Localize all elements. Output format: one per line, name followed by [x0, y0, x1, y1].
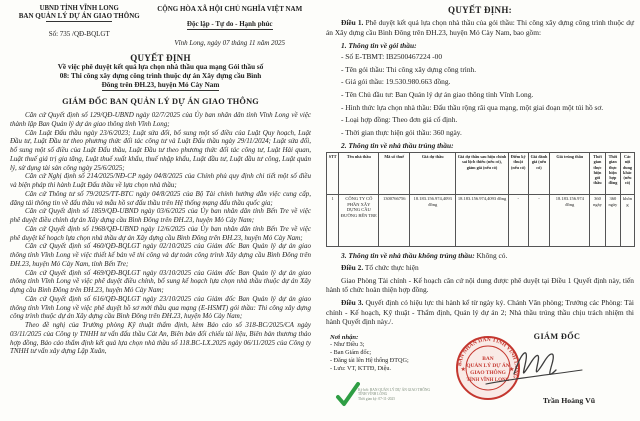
recital-paragraph: Căn cứ Quyết định số 1859/QĐ-UBND ngày 03/6/2025 của Ủy ban nhân dân tỉnh Bến Tre về việc phê duyệt điều chỉnh dự án Xây dựng cầu Bình Đông trên ĐH.23, huyện Mỏ Cày Nam;: [10, 207, 311, 224]
article-3-text: Quyết định có hiệu lực thi hành kể từ ngày ký. Chánh Văn phòng; Trưởng các Phòng: Tài chính - Kế hoạch, Kỹ thuật - Thẩm định, Quản lý dự án 2; Nhà thầu trúng thầu chịu trách nhiệm thi hành Quyết định này./.: [326, 297, 634, 327]
package-info-line: - Hình thức lựa chọn nhà thầu: Đấu thầu rộng rãi qua mạng, một giai đoạn một túi hồ sơ.: [341, 102, 604, 112]
section-1-heading: 1. Thông tin về gói thầu:: [341, 41, 417, 51]
table-cell-other: không: [621, 195, 635, 247]
national-header-block: [148, 5, 311, 47]
table-cell-adjusted-price: 18.183.156.974,4093 đồng: [456, 195, 508, 247]
article-1: [326, 18, 634, 37]
package-info-line: - Loại hợp đồng: Theo đơn giá cố định.: [341, 115, 458, 125]
package-info-line: - Giá gói thầu: 19.530.980.663 đồng.: [341, 77, 451, 87]
recital-paragraph: Căn cứ Quyết định số 1968/QĐ-UBND ngày 12/6/2025 của Ủy ban nhân dân tỉnh Bến Tre về việc phê duyệt kế hoạch lựa chọn nhà thầu dự án Xây dựng cầu Bình Đông trên ĐH.23, huyện Mỏ Cày Nam;: [10, 224, 311, 242]
recipient-item: - Đăng tải lên Hệ thống ĐTQG;: [330, 356, 409, 364]
table-header-cell: Thời gian thực hiện hợp đồng: [606, 153, 621, 195]
seal-ring-text: BAN NHÂN DÂN TỈNH VĨNH LONG: [457, 336, 520, 379]
table-header-cell: Giá dự thầu: [410, 153, 456, 195]
place-and-date: Vĩnh Long, ngày 07 tháng 11 năm 2025: [174, 39, 286, 47]
seal-star-right: ★: [509, 366, 515, 373]
article-2-paragraph: Giao Phòng Tài chính - Kế hoạch căn cứ nội dung được phê duyệt tại Điều 1 Quyết định này, tiến hành tổ chức hoàn thiện hợp đồng.: [326, 275, 634, 295]
decision-subject-line2: 08: Thi công xây dựng công trình thuộc dự án Xây dựng cầu Bình: [59, 72, 262, 80]
recital-paragraph: Căn cứ Thông tư số 79/2025/TT-BTC ngày 04/8/2025 của Bộ Tài chính hướng dẫn việc cung cấp, đăng tải thông tin về đấu thầu và mẫu hồ sơ đấu thầu trên Hệ thống mạng đấu thầu quốc gia;: [10, 189, 311, 207]
table-cell-contract-duration: 360 ngày: [606, 195, 621, 247]
article-2-label: Điều 2.: [341, 263, 364, 273]
table-header-cell: Thời gian thực hiện gói thầu: [590, 153, 605, 195]
article-1-label: Điều 1.: [341, 18, 364, 27]
article-3: [326, 298, 634, 327]
seal-line: TỈNH VĨNH LONG: [466, 377, 510, 383]
org-name: BAN QUẢN LÝ DỰ ÁN GIAO THÔNG: [18, 12, 140, 20]
table-header-cell: Mã số thuế: [379, 153, 410, 195]
table-header-cell: Giá dự thầu sau hiệu chỉnh sai lệch thiếu (nếu có), giảm giá (nếu có): [456, 153, 508, 195]
table-cell-tech-score: -: [509, 195, 529, 247]
table-cell-bid-price: 18.183.156.974,4093 đồng: [410, 195, 456, 247]
recipient-item: - Ban Giám đốc;: [330, 348, 372, 356]
article-3-label: Điều 3.: [341, 297, 364, 307]
seal-line: GIAO THÔNG: [470, 369, 506, 376]
issuer-title: GIÁM ĐỐC BAN QUẢN LÝ DỰ ÁN GIAO THÔNG: [62, 97, 259, 106]
table-header-cell: Giá đánh giá (nếu có): [529, 153, 551, 195]
decision-subject-line3: Đông trên ĐH.23, huyện Mỏ Cày Nam: [101, 81, 220, 89]
recipients-heading: Nơi nhận:: [330, 333, 359, 341]
recital-paragraph: Căn Luật Đấu thầu ngày 23/6/2023; Luật sửa đổi, bổ sung một số điều của Luật Quy hoạch, Luật Đầu tư, Luật Đầu tư theo phương thức đối tác công tư và Luật Đấu thầu ngày 29/11/2024; Luật sửa đổi, bổ sung một số điều của Luật Đấu thầu, Luật Đầu tư theo phương thức đối tác công tư, Luật Hải quan, Luật thuế giá trị gia tăng, Luật thuế xuất khẩu, thuế nhập khẩu, Luật đầu tư, Luật đầu tư công, Luật quản lý, sử dụng tài sản công ngày 25/6/2025;: [10, 128, 311, 172]
recipients-block: [330, 334, 409, 373]
table-header-cell: Giá trúng thầu: [550, 153, 590, 195]
article-1-text: Phê duyệt kết quả lựa chọn nhà thầu của gói thầu: Thi công xây dựng công trình thuộc dự án Xây dựng cầu Bình Đông trên ĐH.23, huyện Mỏ Cày Nam, bao gồm:: [326, 18, 634, 37]
recitals-section: [10, 111, 311, 356]
table-cell-winning-price: 18.183.156.974 đồng: [550, 195, 590, 247]
digital-signature-line: TỈNH VĨNH LONG: [358, 392, 388, 397]
digital-signature-text: [358, 388, 478, 402]
recital-paragraph: Theo đề nghị của Trưởng phòng Kỹ thuật thẩm định, kèm Báo cáo số 318-BC/2025/CA ngày 03/11/2025 của Công ty TNHH tư vấn đấu thầu Cát An, Biên bản đối chiếu tài liệu, Biên bản thương thảo hợp đồng, Báo cáo thẩm định kết quả lựa chọn nhà thầu số 118.BC-LX.2025 ngày 06/11/2025 của Công ty TNHH tư vấn xây dựng Lập Xuân,: [10, 321, 311, 356]
signer-title: GIÁM ĐỐC: [533, 331, 581, 341]
section-3-label: 3. Thông tin về nhà thầu không trúng thầu:: [341, 251, 475, 261]
recital-paragraph: Căn cứ Quyết định số 616/QĐ-BQLGT ngày 23/10/2025 của Giám đốc Ban Quản lý dự án giao thông tỉnh Vĩnh Long về việc phê duyệt hồ sơ mời thầu qua mạng (E-HSMT) gói thầu: Thi công xây dựng công trình thuộc dự án Xây dựng cầu Bình Đông trên ĐH.23, huyện Mỏ Cày Nam;: [10, 294, 311, 321]
seal-star-left: ★: [460, 366, 466, 373]
section-2-heading: 2. Thông tin về nhà thầu trúng thầu:: [341, 141, 454, 151]
decision-title: QUYẾT ĐỊNH: [130, 53, 191, 63]
table-header-cell: STT: [327, 153, 339, 195]
digital-signature-line: Thời gian ký: 07-11-2025: [358, 396, 396, 401]
table-cell-package-duration: 360 ngày: [590, 195, 605, 247]
section-3-heading: [341, 251, 634, 260]
article-2-text: Tổ chức thực hiện: [363, 263, 419, 273]
table-cell-stt: 1: [327, 195, 339, 247]
page1-header: [10, 5, 311, 47]
table-header-cell: Tên nhà thầu: [339, 153, 379, 195]
decision-heading: QUYẾT ĐỊNH:: [448, 5, 512, 15]
package-info-line: - Tên Chủ đầu tư: Ban Quản lý dự án giao thông tỉnh Vĩnh Long.: [341, 89, 534, 99]
table-row: [327, 195, 635, 247]
table-header-row: [327, 153, 635, 195]
table-header-cell: Điểm kỹ thuật (nếu có): [509, 153, 529, 195]
national-header: CỘNG HÒA XÃ HỘI CHỦ NGHĨA VIỆT NAM: [157, 5, 303, 13]
recital-paragraph: Căn cứ Quyết định số 460/QĐ-BQLGT ngày 02/10/2025 của Giám đốc Ban Quản lý dự án giao thông tỉnh Vĩnh Long về việc thiết kế bản vẽ thi công và dự toán công trình Xây dựng cầu Bình Đông trên ĐH.23, huyện Mỏ Cày Nam, tỉnh Bến Tre;: [10, 242, 311, 268]
recital-paragraph: Căn cứ Quyết định số 469/QĐ-BQLGT ngày 03/10/2025 của Giám đốc Ban Quản lý dự án giao thông tỉnh Vĩnh Long về việc phê duyệt điều chỉnh, bổ sung kế hoạch lựa chọn nhà thầu thuộc dự án Xây dựng cầu Bình Đông trên ĐH.23, huyện Mỏ Cày Nam;: [10, 268, 311, 294]
table-cell-eval-price: -: [529, 195, 551, 247]
package-info-line: - Số E-TBMT: IB2500467224 -00: [341, 52, 443, 62]
digital-signature-line: Ký bởi: BAN QUẢN LÝ DỰ ÁN GIAO THÔNG: [358, 387, 431, 392]
winning-bidder-table: [326, 152, 635, 247]
recital-paragraph: Căn cứ Quyết định số 129/QĐ-UBND ngày 02/7/2025 của Ủy ban nhân dân tỉnh Vĩnh Long về việc thành lập Ban Quản lý dự án giao thông tỉnh Vĩnh Long;: [10, 111, 311, 128]
package-info-line: - Tên gói thầu: Thi công xây dựng công trình.: [341, 64, 477, 74]
section-3-value: Không có.: [474, 251, 508, 261]
package-info-line: - Thời gian thực hiện gói thầu: 360 ngày.: [341, 127, 462, 137]
article-2: [326, 263, 634, 273]
digital-signature-check-icon: [334, 382, 360, 408]
seal-line: QUẢN LÝ DỰ ÁN: [466, 362, 510, 369]
table-cell-tax-code: 1300766756: [379, 195, 410, 247]
recipient-item: - Lưu: VT, KTTĐ, Diệu.: [330, 364, 392, 372]
signature-footer: [326, 332, 634, 420]
org-parent-name: UBND TỈNH VĨNH LONG: [39, 5, 119, 12]
signature-icon: [476, 340, 586, 398]
issuing-org-block: [10, 5, 148, 47]
document-number: Số: 735 /QĐ-BQLGT: [48, 30, 110, 38]
table-header-cell: Các nội dung khác (nếu có): [621, 153, 635, 195]
national-motto: Độc lập - Tự do - Hạnh phúc: [186, 20, 273, 28]
org-underline: [46, 21, 112, 22]
table-cell-contractor-name: CÔNG TY CỔ PHẦN XÂY DỰNG CẦU ĐƯỜNG BẾN TRE: [339, 195, 379, 247]
recital-paragraph: Căn cứ Nghị định số 214/2025/NĐ-CP ngày 04/8/2025 của Chính phủ quy định chi tiết một số điều và biện pháp thi hành Luật Đấu thầu về lựa chọn nhà thầu;: [10, 172, 311, 189]
seal-line: BAN: [482, 355, 494, 362]
recipient-item: - Như Điều 3;: [330, 340, 365, 348]
document-page-2: [320, 0, 640, 421]
decision-title-block: [10, 53, 311, 106]
decision-subject-line1: Về việc phê duyệt kết quả lựa chọn nhà thầu qua mạng Gói thầu số: [57, 63, 264, 71]
signer-name: Trần Hoàng Vũ: [542, 395, 596, 405]
